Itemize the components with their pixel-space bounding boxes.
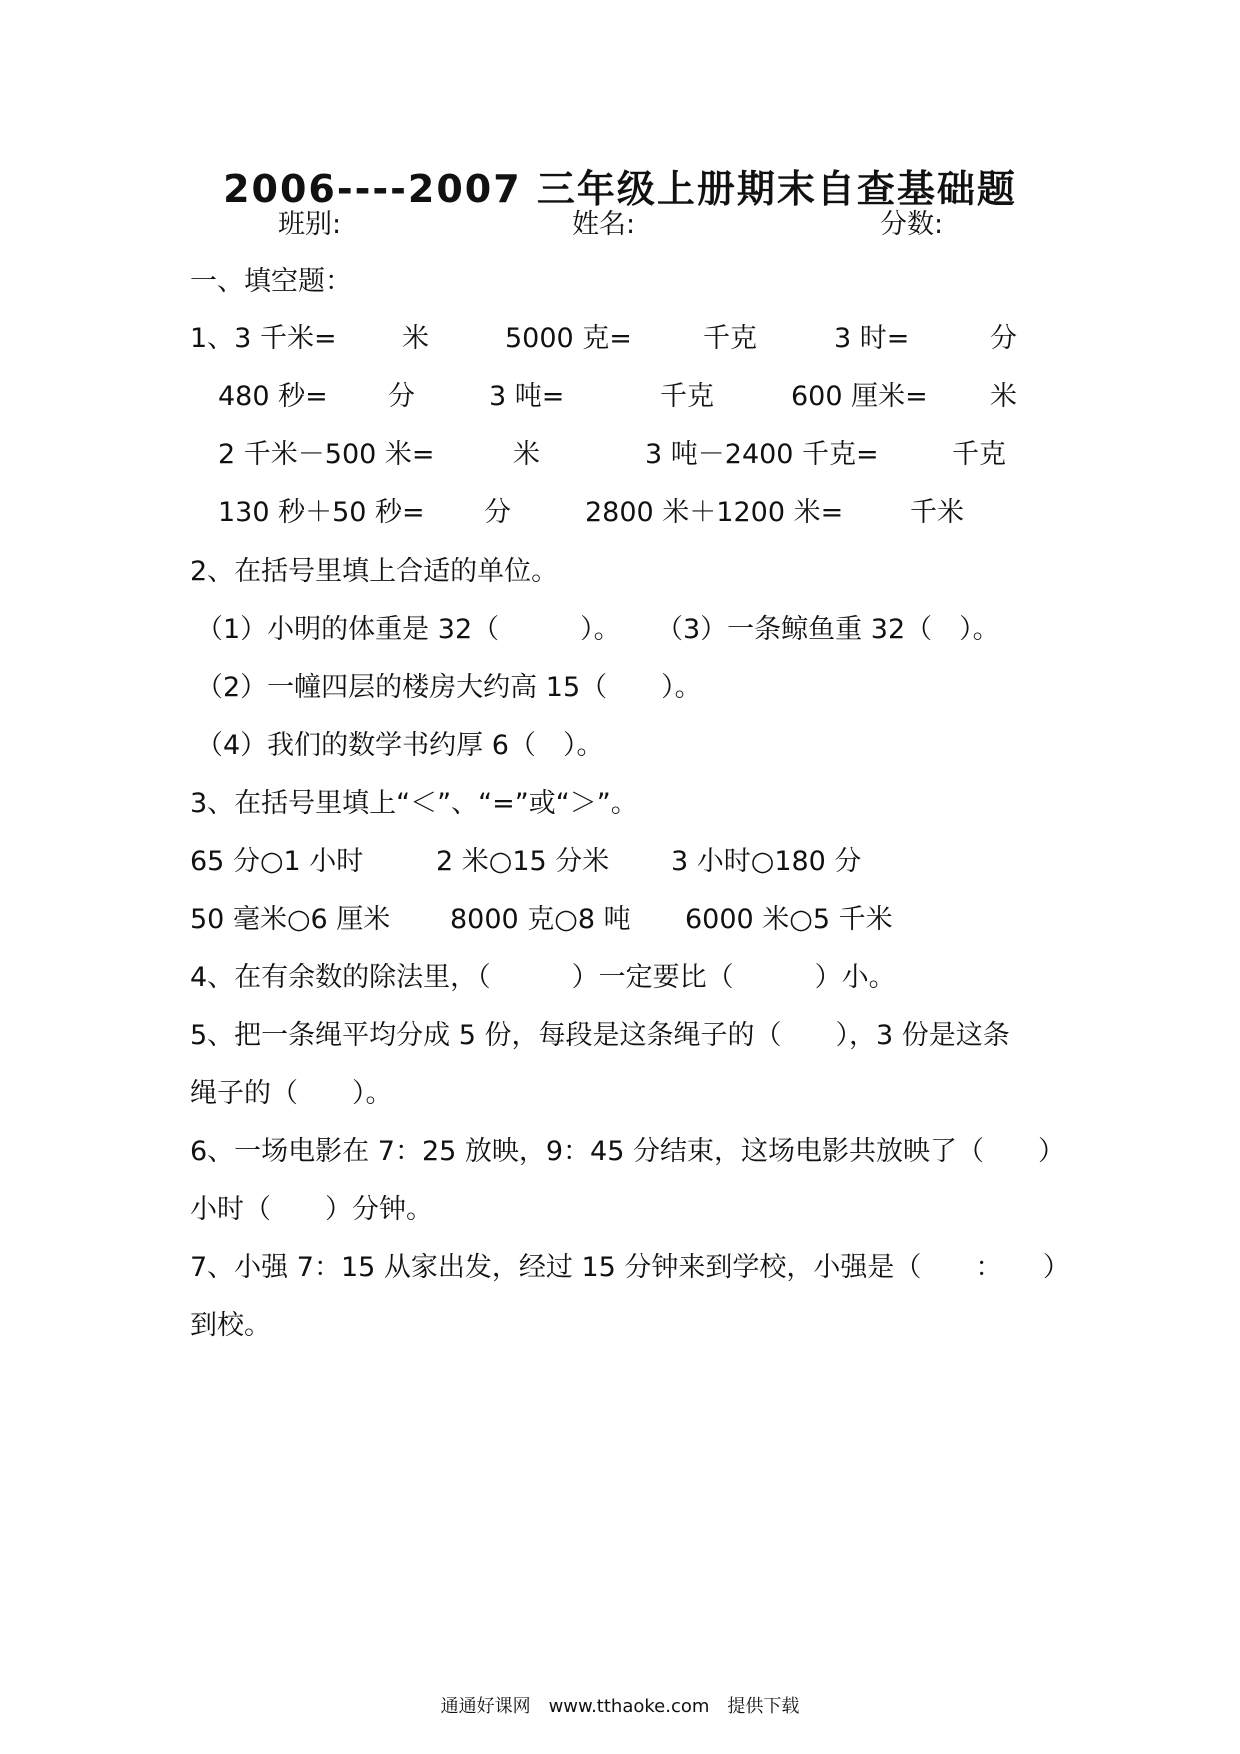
q1-r4-item: 130 秒＋50 秒= — [218, 497, 425, 528]
q3-compare: 3 小时○180 分 — [671, 846, 862, 877]
q3-stem: 3、在括号里填上“＜”、“=”或“＞”。 — [190, 788, 638, 819]
page-title: 2006----2007 三年级上册期末自查基础题 — [223, 167, 1017, 211]
footer-credit: 通通好课网 www.tthaoke.com 提供下载 — [440, 1696, 800, 1717]
q1-r2-item: 480 秒= — [218, 381, 328, 412]
q1-r2-item: 600 厘米= — [791, 381, 928, 412]
q5-line-1: 5、把一条绳平均分成 5 份，每段是这条绳子的（ ），3 份是这条 — [190, 1020, 1010, 1051]
q6-line-1: 6、一场电影在 7：25 放映，9：45 分结束，这场电影共放映了（ ） — [190, 1136, 1065, 1167]
q2-item-1: （1）小明的体重是 32（ ）。 — [196, 614, 621, 645]
q2-item-3: （3）一条鲸鱼重 32（ ）。 — [656, 614, 1000, 645]
q1-r1-item: 1、3 千米= — [190, 323, 337, 354]
q1-r1-item: 3 时= — [834, 323, 910, 354]
class-label: 班别: — [278, 209, 342, 240]
q1-r4-unit: 分 — [484, 497, 511, 528]
q4-text: 4、在有余数的除法里，（ ）一定要比（ ）小。 — [190, 962, 896, 993]
q5-line-2: 绳子的（ ）。 — [190, 1078, 393, 1109]
q1-r3-unit: 千克 — [952, 439, 1006, 470]
q1-r1-unit: 千克 — [703, 323, 757, 354]
q6-line-2: 小时（ ）分钟。 — [190, 1194, 433, 1225]
q2-item-2: （2）一幢四层的楼房大约高 15（ ）。 — [196, 672, 702, 703]
q1-r3-unit: 米 — [513, 439, 540, 470]
q3-compare: 8000 克○8 吨 — [450, 904, 631, 935]
q1-r2-unit: 千克 — [660, 381, 714, 412]
q1-r3-item: 2 千米－500 米= — [218, 439, 435, 470]
q1-r4-unit: 千米 — [910, 497, 964, 528]
q3-compare: 50 毫米○6 厘米 — [190, 904, 391, 935]
q1-r2-item: 3 吨= — [489, 381, 565, 412]
score-label: 分数: — [880, 209, 944, 240]
q1-r2-unit: 分 — [388, 381, 415, 412]
q1-r1-unit: 分 — [990, 323, 1017, 354]
q1-r1-item: 5000 克= — [505, 323, 632, 354]
q1-r1-unit: 米 — [402, 323, 429, 354]
name-label: 姓名: — [572, 209, 636, 240]
q1-r3-item: 3 吨－2400 千克= — [645, 439, 879, 470]
q2-item-4: （4）我们的数学书约厚 6（ ）。 — [196, 730, 604, 761]
q1-r2-unit: 米 — [990, 381, 1017, 412]
section-heading: 一、填空题： — [190, 266, 352, 297]
q2-stem: 2、在括号里填上合适的单位。 — [190, 556, 559, 587]
q1-r4-item: 2800 米＋1200 米= — [585, 497, 844, 528]
q3-compare: 65 分○1 小时 — [190, 846, 364, 877]
q7-line-2: 到校。 — [190, 1310, 271, 1341]
q3-compare: 2 米○15 分米 — [436, 846, 610, 877]
q7-line-1: 7、小强 7：15 从家出发，经过 15 分钟来到学校，小强是（ ： ） — [190, 1252, 1070, 1283]
q3-compare: 6000 米○5 千米 — [685, 904, 893, 935]
